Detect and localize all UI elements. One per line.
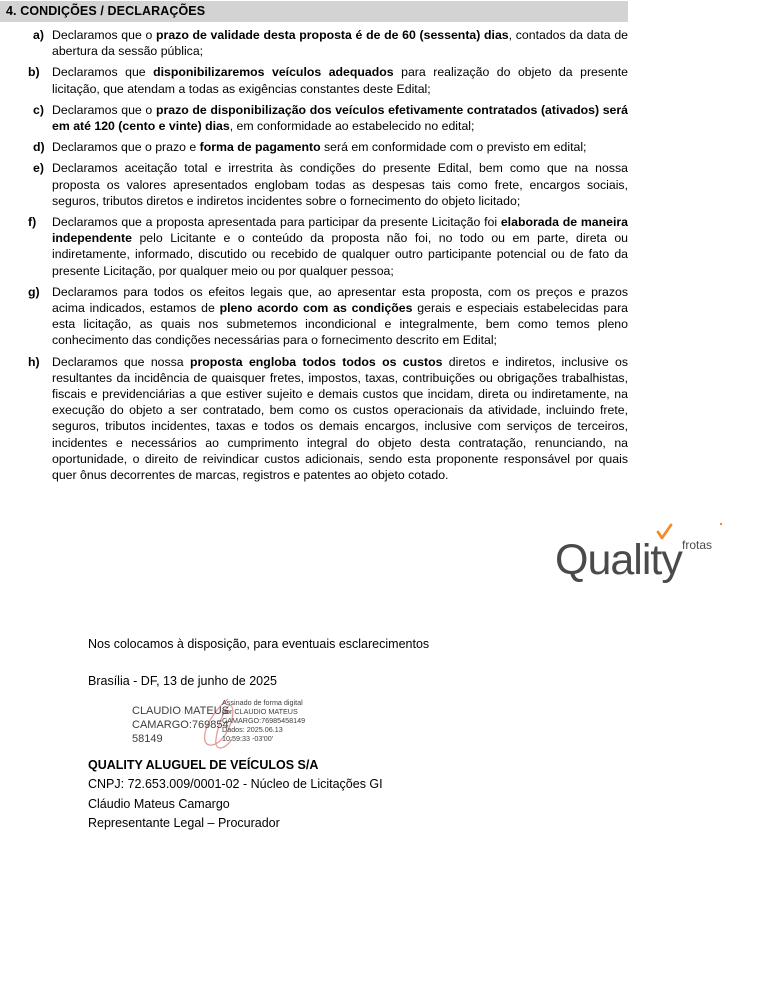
item-text-run: Declaramos para todos os efeitos legais que, ao apresentar esta proposta, com os preços e prazos acima indicados, estamos de (52, 284, 628, 316)
item-text-emphasis: pleno acordo com as condições (219, 301, 413, 316)
item-label: c) (33, 102, 44, 117)
signature-detail-line: Assinado de forma digital (222, 698, 303, 707)
item-text (52, 284, 628, 349)
company-cnpj: CNPJ: 72.653.009/0001-02 - Núcleo de Licitações GI (88, 777, 383, 791)
item-text-emphasis: proposta engloba todos todos os custos (190, 354, 443, 369)
item-text-run: Declaramos que o (52, 28, 157, 42)
signature-detail-line: por CLAUDIO MATEUS (222, 707, 298, 716)
signature-name (132, 705, 232, 745)
logo-suffix: frotas (682, 538, 713, 552)
signature-detail-line: 10:59:33 -03'00' (222, 734, 274, 743)
signature-details (222, 698, 307, 743)
item-label: d) (33, 140, 45, 155)
declaration-item-b (0, 64, 628, 96)
declaration-item-c (0, 102, 628, 134)
item-text-run: Declaramos que (52, 65, 154, 80)
item-text (52, 139, 628, 155)
item-label: a) (33, 28, 44, 42)
item-text-emphasis: elaborada de maneira independente (52, 215, 628, 246)
representative-name: Cláudio Mateus Camargo (88, 797, 230, 811)
item-text-run: para realização do objeto da presente licitação, que atendam a todas as exigências constantes deste Edital; (52, 65, 628, 96)
section-title: 4. CONDIÇÕES / DECLARAÇÕES (0, 1, 628, 22)
item-text-run: Declaramos aceitação total e irrestrita às condições do presente Edital, bem como que na nossa proposta os valores apresentados englobam todas as despesas tais como frete, encargos sociais, seguros, tributos diretos e indiretos incidentes sobre o fornecimento do objeto licitado; (52, 161, 628, 208)
item-label: b) (28, 65, 40, 80)
item-text (52, 160, 628, 209)
item-text (52, 354, 628, 484)
digital-signature (132, 697, 332, 753)
item-text-run: , contados da data de abertura da sessão pública; (52, 28, 629, 59)
representative-role: Representante Legal – Procurador (88, 816, 280, 830)
declaration-item-d (0, 139, 628, 155)
declarations-list (0, 27, 628, 488)
item-text-run: Declaramos que nossa (52, 354, 190, 369)
item-text-run: pelo Licitante e o conteúdo da proposta não foi, no todo ou em parte, direta ou indiretamente, informado, discutido ou recebido de qualquer outro participante potencial ou de fato da presente Licitação, por qualquer meio ou por qualquer pessoa; (52, 231, 628, 278)
signature-name-line: CAMARGO:769854 (132, 719, 229, 731)
signature-detail-line: CAMARGO:76985458149 (222, 716, 306, 725)
company-name: QUALITY ALUGUEL DE VEÍCULOS S/A (88, 758, 319, 772)
item-text-emphasis: prazo de disponibilização dos veículos efetivamente contratados (ativados) será em até 120 (cento e vinte) dias (52, 102, 628, 134)
item-text-emphasis: forma de pagamento (199, 140, 321, 155)
declaration-item-h (0, 354, 628, 484)
declaration-item-g (0, 284, 628, 349)
declaration-item-a (0, 27, 628, 59)
item-text (52, 64, 628, 96)
logo-dot-icon (720, 523, 722, 525)
item-text-run: gerais e especiais estabelecidas para esta licitação, as quais nos submetemos incondicional e integralmente, bem como temos pleno conhecimento das condições necessárias para o fornecimento descrito em Edital; (52, 301, 628, 348)
signature-name-line: CLAUDIO MATEUS (132, 705, 229, 717)
item-text (52, 102, 628, 134)
place-date: Brasília - DF, 13 de junho de 2025 (88, 674, 278, 688)
item-text-run: Declaramos que a proposta apresentada para participar da presente Licitação foi (52, 215, 501, 230)
item-text-emphasis: disponibilizaremos veículos adequados (153, 65, 394, 80)
signature-detail-line: Dados: 2025.06.13 (222, 725, 283, 734)
declaration-item-e (0, 160, 628, 209)
quality-frotas-logo (555, 522, 725, 586)
signature-name-line: 58149 (132, 733, 163, 745)
item-text-run: Declaramos que o prazo e (52, 140, 200, 155)
item-label: e) (33, 161, 44, 176)
item-text-run: , em conformidade ao estabelecido no edital; (229, 119, 475, 134)
item-text-run: diretos e indiretos, inclusive os resultantes da incidência de quaisquer fretes, impostos, taxas, contribuições ou obrigações trabalhistas, fiscais e previdenciárias a que estiver sujeito e demais custos que incidam, direta ou indiretamente, na execução do objeto a ser contratado, bem como os custos operacionais da atividade, incluindo frete, seguros, tributos incidentes, taxas e todos os demais encargos, inclusive com serviços de terceiros, incidentes e necessários ao cumprimento integral do objeto desta contratação, renunciando, na oportunidade, o direito de reivindicar custos adicionais, sendo esta proponente responsável por quais quer ônus decorrentes de marcas, registros e patentes ao objeto cotado. (52, 354, 628, 483)
item-label: g) (28, 284, 40, 299)
item-text (52, 27, 628, 59)
declaration-item-f (0, 214, 628, 279)
logo-wordmark: Quality (555, 536, 682, 584)
item-label: h) (28, 354, 40, 369)
item-label: f) (28, 215, 37, 230)
item-text-emphasis: prazo de validade desta proposta é de de 60 (sessenta) dias (156, 28, 509, 42)
item-text-run: Declaramos que o (52, 102, 156, 117)
item-text-run: será em conformidade com o previsto em edital; (320, 140, 587, 155)
availability-text: Nos colocamos à disposição, para eventuais esclarecimentos (88, 637, 430, 651)
item-text (52, 214, 628, 279)
